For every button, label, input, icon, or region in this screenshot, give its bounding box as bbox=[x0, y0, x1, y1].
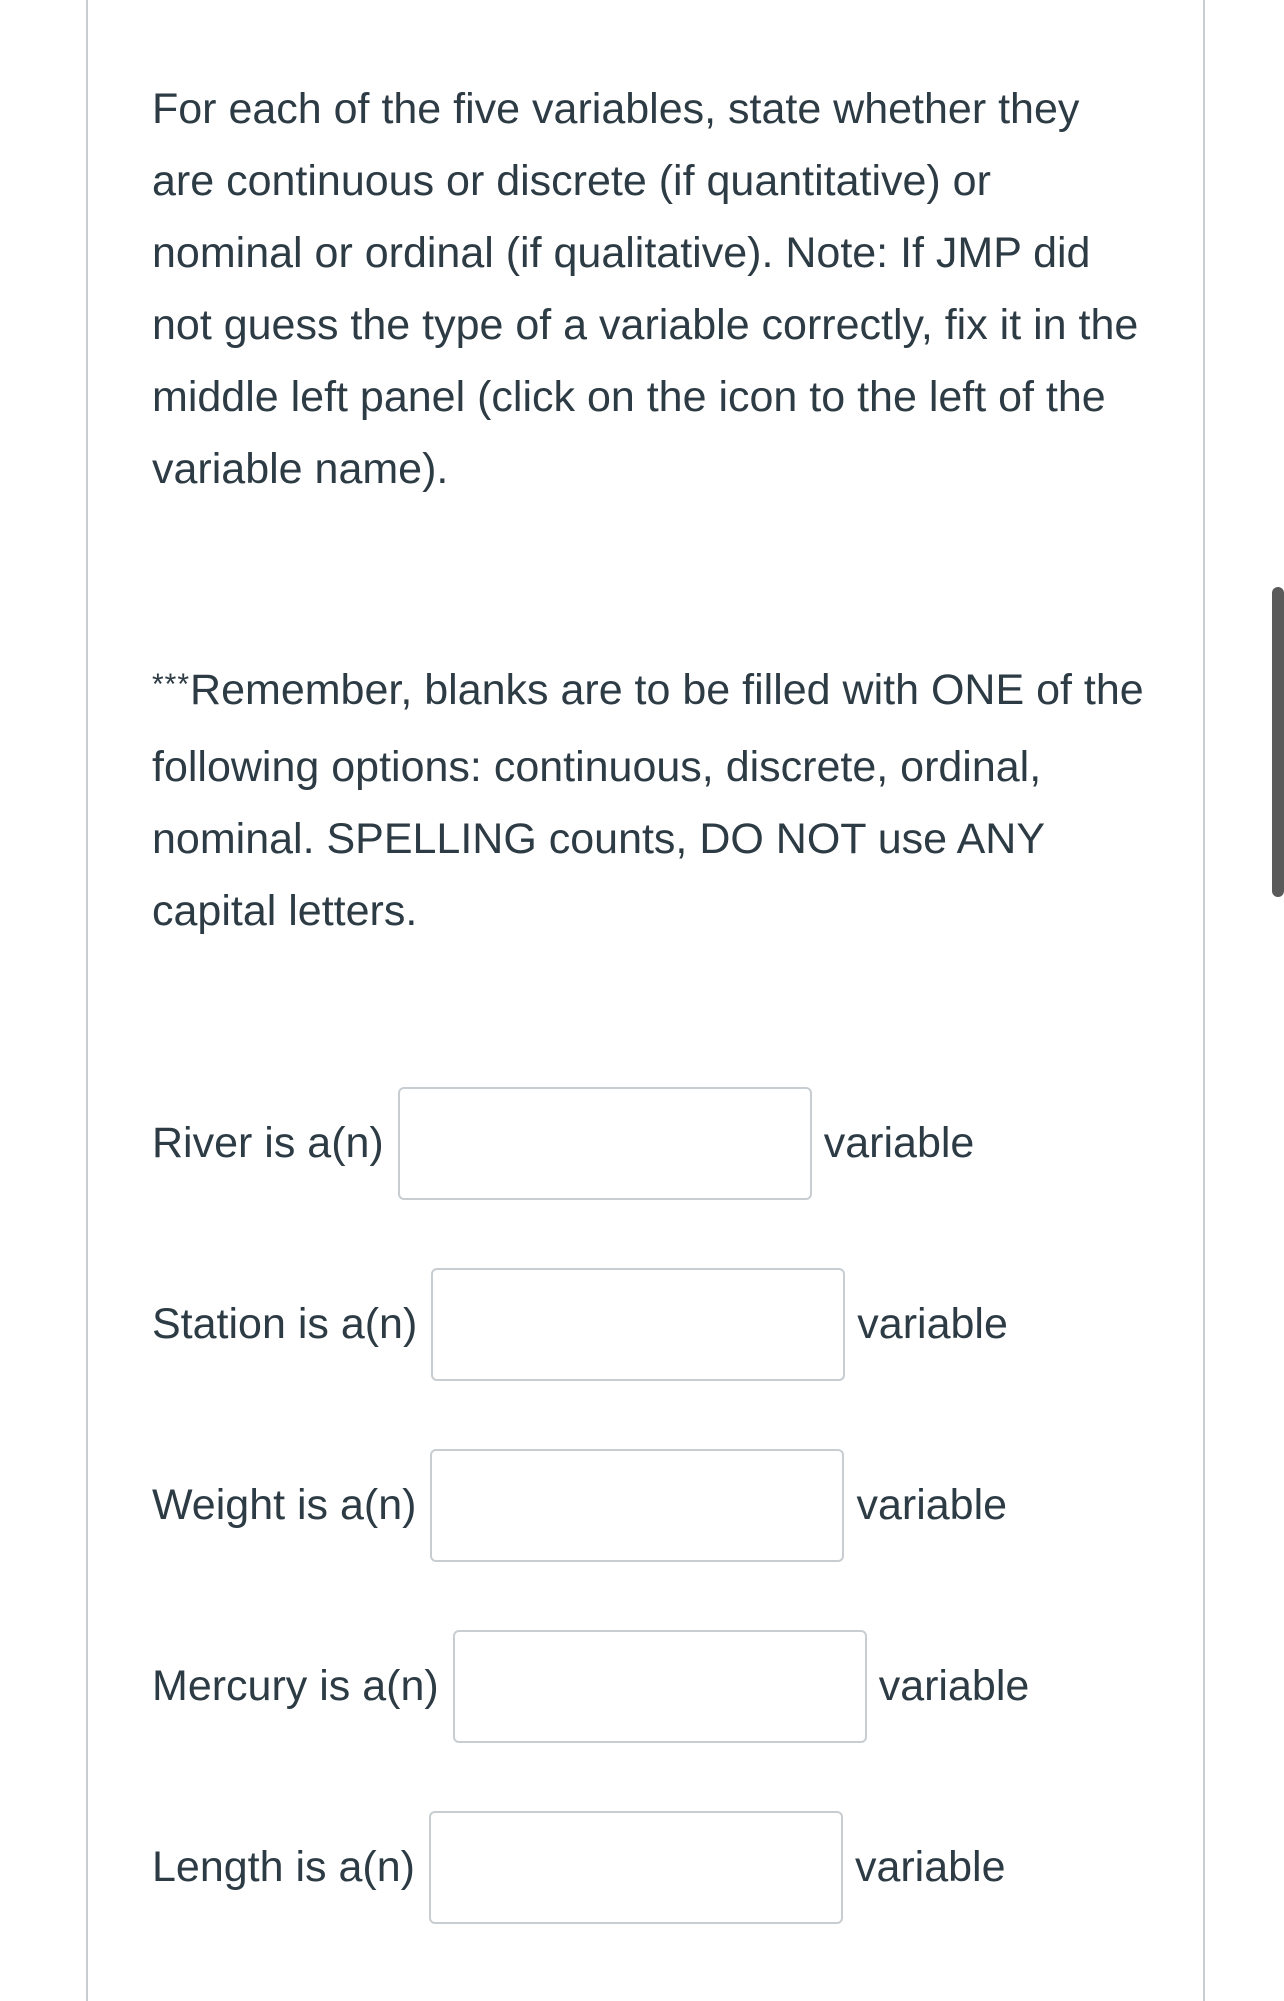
blank-label-weight: Weight is a(n) bbox=[152, 1481, 417, 1529]
answer-input-river[interactable] bbox=[398, 1087, 812, 1200]
answer-input-length[interactable] bbox=[429, 1811, 843, 1924]
blank-label-length: Length is a(n) bbox=[152, 1843, 415, 1891]
blank-suffix-length: variable bbox=[854, 1843, 1006, 1891]
page-scrollbar[interactable] bbox=[1272, 587, 1284, 897]
reminder-text: Remember, blanks are to be filled with ONE of the following options: continuous, discrete, ordinal, nominal. SPELLING counts, DO NOT use ANY capital letters. bbox=[152, 666, 1144, 935]
blank-row-length bbox=[152, 1811, 1006, 1924]
question-panel bbox=[86, 0, 1205, 2001]
question-reminder bbox=[152, 654, 1152, 947]
blank-label-mercury: Mercury is a(n) bbox=[152, 1662, 439, 1710]
blank-suffix-station: variable bbox=[857, 1300, 1008, 1348]
blank-row-station bbox=[152, 1268, 1008, 1381]
blank-suffix-mercury: variable bbox=[878, 1662, 1030, 1710]
answer-input-mercury[interactable] bbox=[453, 1630, 867, 1743]
blank-row-river bbox=[152, 1087, 974, 1200]
reminder-stars: *** bbox=[152, 668, 191, 701]
answer-input-weight[interactable] bbox=[430, 1449, 844, 1562]
question-instructions: For each of the five variables, state whether they are continuous or discrete (if quantitative) or nominal or ordinal (if qualitative). Note: If JMP did not guess the type of a variable correctly, fix it in the middle left panel (click on the icon to the left of the variable name). bbox=[152, 85, 1139, 493]
blank-suffix-river: variable bbox=[823, 1119, 975, 1167]
blank-suffix-weight: variable bbox=[856, 1481, 1008, 1529]
blank-row-mercury bbox=[152, 1630, 1029, 1743]
answer-input-station[interactable] bbox=[431, 1268, 845, 1381]
blank-row-weight bbox=[152, 1449, 1007, 1562]
blank-label-station: Station is a(n) bbox=[152, 1300, 418, 1348]
blank-label-river: River is a(n) bbox=[152, 1119, 384, 1167]
